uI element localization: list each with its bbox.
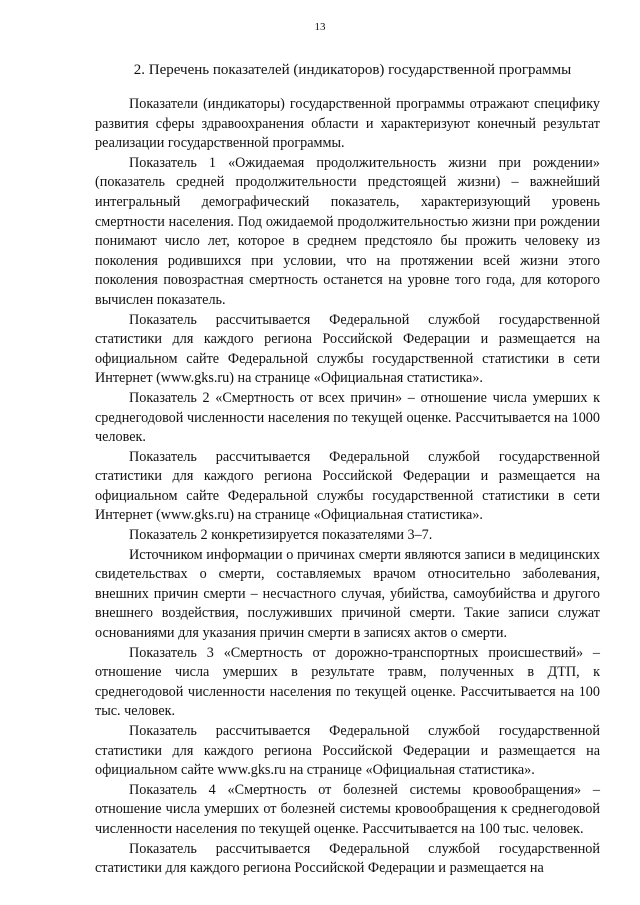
paragraph: Показатель рассчитывается Федеральной службой государственной статистики для каждого региона Российской Федерации и размещается на официальном сайте www.gks.ru на странице «Официальная статистика». [95,723,600,779]
paragraph: Источником информации о причинах смерти являются записи в медицинских свидетельствах о смерти, составляемых врачом относительно заболевания, внешних причин смерти – несчастного случая, убийства, самоубийства и другого внешнего воздействия, послуживших причиной смерти. Такие записи служат основаниями для указания причин смерти в записях актов о смерти. [95,546,600,642]
body-text [95,95,600,879]
page-number: 13 [314,21,326,33]
paragraph: Показатель 2 «Смертность от всех причин» – отношение числа умерших к среднегодовой численности населения по текущей оценке. Рассчитывается на 1000 человек. [95,389,600,446]
paragraph: Показатель 1 «Ожидаемая продолжительность жизни при рождении» (показатель средней продолжительности предстоящей жизни) – важнейший интегральный демографический показатель, характеризующий уровень смертности населения. Под ожидаемой продолжительностью жизни при рождении понимают число лет, которое в среднем предстояло бы прожить человеку из поколения родившихся при условии, что на протяжении всей жизни этого поколения повозрастная смертность останется на уровне того года, для которого вычислен показатель. [95,154,600,308]
paragraph: Показатели (индикаторы) государственной программы отражают специфику развития сферы здравоохранения области и характеризуют конечный результат реализации государственной программы. [95,96,600,152]
paragraph: Показатель 3 «Смертность от дорожно-транспортных происшествий» – отношение числа умерших в результате травм, полученных в ДТП, к среднегодовой численности населения по текущей оценке. Рассчитывается на 100 тыс. человек. [95,644,600,720]
paragraph: Показатель 2 конкретизируется показателями 3–7. [129,527,433,544]
section-heading: 2. Перечень показателей (индикаторов) государственной программы [133,62,572,78]
paragraph: Показатель 4 «Смертность от болезней системы кровообращения» – отношение числа умерших от болезней системы кровообращения к среднегодовой численности населения по текущей оценке. Рассчитывается на 100 тыс. человек. [95,781,600,837]
paragraph: Показатель рассчитывается Федеральной службой государственной статистики для каждого региона Российской Федерации и размещается на [95,840,600,877]
paragraph: Показатель рассчитывается Федеральной службой государственной статистики для каждого региона Российской Федерации и размещается на официальном сайте Федеральной службы государственной статистики в сети Интернет (www.gks.ru) на странице «Официальная статистика». [95,311,600,387]
paragraph: Показатель рассчитывается Федеральной службой государственной статистики для каждого региона Российской Федерации и размещается на официальном сайте Федеральной службы государственной статистики в сети Интернет (www.gks.ru) на странице «Официальная статистика». [95,448,600,524]
